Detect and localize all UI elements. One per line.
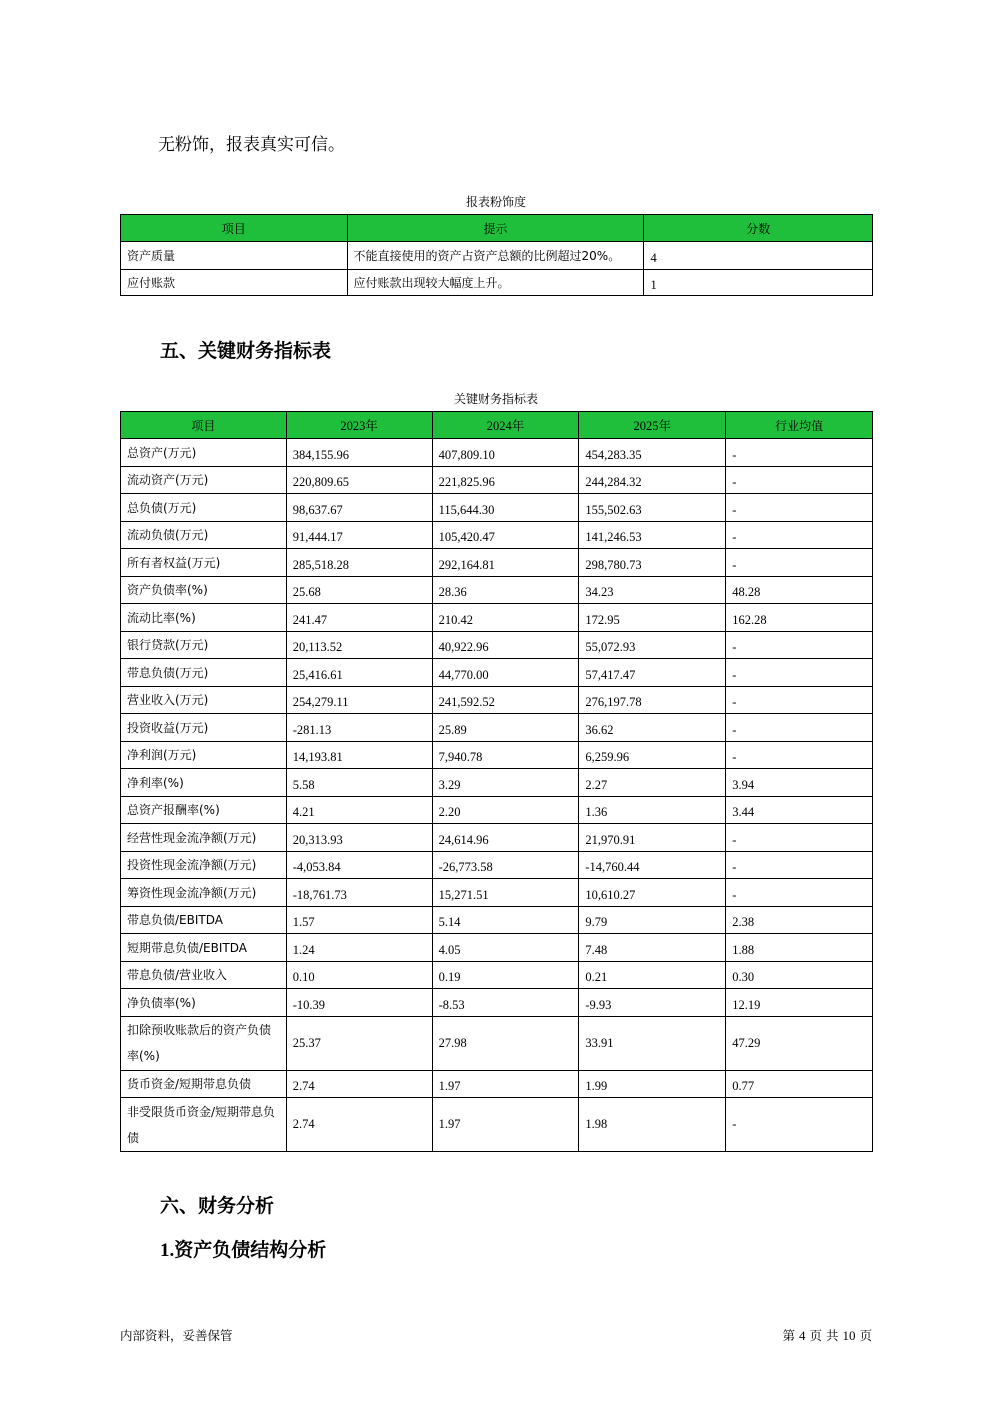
row-value: - — [726, 824, 873, 852]
row-value: - — [726, 851, 873, 879]
row-value: 105,420.47 — [432, 521, 579, 549]
row-label: 非受限货币资金/短期带息负债 — [121, 1098, 287, 1152]
row-value: 36.62 — [579, 714, 726, 742]
row-value: - — [726, 659, 873, 687]
row-value: - — [726, 466, 873, 494]
table-row — [121, 1016, 873, 1070]
row-label: 总资产(万元) — [121, 439, 287, 467]
row-value: 2.74 — [286, 1070, 432, 1098]
row-value: - — [726, 714, 873, 742]
page-suffix: 页 — [859, 1328, 872, 1343]
row-value: 384,155.96 — [286, 439, 432, 467]
table-row — [121, 466, 873, 494]
row-label: 资产负债率(%) — [121, 576, 287, 604]
row-value: 25,416.61 — [286, 659, 432, 687]
table-row — [121, 521, 873, 549]
row-value: 254,279.11 — [286, 686, 432, 714]
row-value: 33.91 — [579, 1016, 726, 1070]
table-row — [121, 270, 873, 296]
row-value: 47.29 — [726, 1016, 873, 1070]
row-label: 营业收入(万元) — [121, 686, 287, 714]
row-value: 1.57 — [286, 906, 432, 934]
row-label: 短期带息负债/EBITDA — [121, 934, 287, 962]
row-label: 筹资性现金流净额(万元) — [121, 879, 287, 907]
row-value: 1.99 — [579, 1070, 726, 1098]
indicators-table-caption: 关键财务指标表 — [453, 392, 538, 406]
row-value: 155,502.63 — [579, 494, 726, 522]
table-row — [121, 1070, 873, 1098]
row-value: 220,809.65 — [286, 466, 432, 494]
page-mid: 页 共 — [809, 1328, 839, 1343]
embellish-table — [120, 214, 873, 296]
row-value: 48.28 — [726, 576, 873, 604]
row-value: 4.05 — [432, 934, 579, 962]
row-value: 20,313.93 — [286, 824, 432, 852]
row-value: 91,444.17 — [286, 521, 432, 549]
footer-left: 内部资料，妥善保管 — [120, 1328, 233, 1343]
row-value: - — [726, 521, 873, 549]
row-value: -10.39 — [286, 989, 432, 1017]
row-value: - — [726, 1098, 873, 1152]
row-score: 1 — [644, 270, 873, 296]
row-value: 34.23 — [579, 576, 726, 604]
row-label: 总资产报酬率(%) — [121, 796, 287, 824]
table-row — [121, 879, 873, 907]
embellish-table-caption: 报表粉饰度 — [465, 195, 526, 209]
row-label: 所有者权益(万元) — [121, 549, 287, 577]
row-value: 0.30 — [726, 961, 873, 989]
page-total: 10 — [842, 1328, 856, 1343]
row-value: 285,518.28 — [286, 549, 432, 577]
row-score: 4 — [644, 242, 873, 270]
column-header: 2024年 — [432, 412, 579, 439]
row-value: 12.19 — [726, 989, 873, 1017]
row-value: -9.93 — [579, 989, 726, 1017]
row-value: 7,940.78 — [432, 741, 579, 769]
table-row — [121, 549, 873, 577]
row-value: 2.74 — [286, 1098, 432, 1152]
row-label: 总负债(万元) — [121, 494, 287, 522]
table-row — [121, 631, 873, 659]
table-row — [121, 604, 873, 632]
row-value: 3.29 — [432, 769, 579, 797]
row-value: 28.36 — [432, 576, 579, 604]
column-header: 行业均值 — [726, 412, 873, 439]
row-value: 3.44 — [726, 796, 873, 824]
row-value: 40,922.96 — [432, 631, 579, 659]
table-row — [121, 714, 873, 742]
row-value: 0.21 — [579, 961, 726, 989]
row-value: 292,164.81 — [432, 549, 579, 577]
row-value: 4.21 — [286, 796, 432, 824]
row-value: 44,770.00 — [432, 659, 579, 687]
footer-page-indicator — [783, 1326, 872, 1344]
row-value: 55,072.93 — [579, 631, 726, 659]
row-value: - — [726, 494, 873, 522]
row-value: -281.13 — [286, 714, 432, 742]
table-row — [121, 494, 873, 522]
row-value: 141,246.53 — [579, 521, 726, 549]
page-number: 4 — [799, 1328, 806, 1343]
row-hint: 应付账款出现较大幅度上升。 — [347, 270, 644, 296]
row-value: - — [726, 549, 873, 577]
row-label: 流动资产(万元) — [121, 466, 287, 494]
table-row — [121, 686, 873, 714]
row-value: 276,197.78 — [579, 686, 726, 714]
row-value: 20,113.52 — [286, 631, 432, 659]
row-value: - — [726, 631, 873, 659]
table-header-row — [121, 215, 873, 242]
section-title-six: 六、财务分析 — [160, 1196, 275, 1217]
row-value: 27.98 — [432, 1016, 579, 1070]
column-header: 2023年 — [286, 412, 432, 439]
table-row — [121, 439, 873, 467]
column-header: 项目 — [121, 412, 287, 439]
row-value: 0.10 — [286, 961, 432, 989]
row-value: 1.97 — [432, 1070, 579, 1098]
table-row — [121, 796, 873, 824]
row-value: - — [726, 741, 873, 769]
column-header: 分数 — [644, 215, 873, 242]
intro-text: 无粉饰，报表真实可信。 — [158, 135, 345, 155]
row-label: 货币资金/短期带息负债 — [121, 1070, 287, 1098]
page-prefix: 第 — [782, 1328, 796, 1343]
row-value: 221,825.96 — [432, 466, 579, 494]
row-label: 经营性现金流净额(万元) — [121, 824, 287, 852]
row-value: 98,637.67 — [286, 494, 432, 522]
row-value: 10,610.27 — [579, 879, 726, 907]
table-row — [121, 769, 873, 797]
row-value: 210.42 — [432, 604, 579, 632]
row-value: 5.58 — [286, 769, 432, 797]
table-row — [121, 851, 873, 879]
row-label: 投资性现金流净额(万元) — [121, 851, 287, 879]
table-row — [121, 961, 873, 989]
column-header: 项目 — [121, 215, 348, 242]
row-label: 净负债率(%) — [121, 989, 287, 1017]
row-hint: 不能直接使用的资产占资产总额的比例超过20%。 — [347, 242, 644, 270]
indicators-table-body — [121, 439, 873, 1152]
row-value: 21,970.91 — [579, 824, 726, 852]
table-row — [121, 741, 873, 769]
row-value: -26,773.58 — [432, 851, 579, 879]
row-label: 资产质量 — [121, 242, 348, 270]
row-value: 407,809.10 — [432, 439, 579, 467]
row-value: 172.95 — [579, 604, 726, 632]
row-value: - — [726, 686, 873, 714]
row-value: 162.28 — [726, 604, 873, 632]
row-value: -4,053.84 — [286, 851, 432, 879]
column-header: 提示 — [347, 215, 644, 242]
row-value: 3.94 — [726, 769, 873, 797]
row-value: 7.48 — [579, 934, 726, 962]
row-label: 净利润(万元) — [121, 741, 287, 769]
row-value: 2.20 — [432, 796, 579, 824]
row-value: 9.79 — [579, 906, 726, 934]
row-value: 1.24 — [286, 934, 432, 962]
row-label: 带息负债(万元) — [121, 659, 287, 687]
row-value: 14,193.81 — [286, 741, 432, 769]
row-label: 流动比率(%) — [121, 604, 287, 632]
row-value: 298,780.73 — [579, 549, 726, 577]
row-value: 115,644.30 — [432, 494, 579, 522]
indicators-table — [120, 411, 873, 1152]
row-value: - — [726, 879, 873, 907]
row-label: 应付账款 — [121, 270, 348, 296]
table-row — [121, 659, 873, 687]
row-value: 0.19 — [432, 961, 579, 989]
subsection-title: 1.资产负债结构分析 — [160, 1240, 327, 1261]
table-row — [121, 824, 873, 852]
row-label: 银行贷款(万元) — [121, 631, 287, 659]
row-value: 6,259.96 — [579, 741, 726, 769]
row-value: 454,283.35 — [579, 439, 726, 467]
row-value: 241.47 — [286, 604, 432, 632]
row-value: 1.97 — [432, 1098, 579, 1152]
row-label: 流动负债(万元) — [121, 521, 287, 549]
row-label: 扣除预收账款后的资产负债率(%) — [121, 1016, 287, 1070]
row-label: 带息负债/营业收入 — [121, 961, 287, 989]
row-value: -14,760.44 — [579, 851, 726, 879]
table-row — [121, 989, 873, 1017]
row-value: 244,284.32 — [579, 466, 726, 494]
table-row — [121, 242, 873, 270]
row-value: 25.89 — [432, 714, 579, 742]
row-label: 净利率(%) — [121, 769, 287, 797]
row-value: 1.36 — [579, 796, 726, 824]
row-value: 15,271.51 — [432, 879, 579, 907]
table-header-row — [121, 412, 873, 439]
row-value: 241,592.52 — [432, 686, 579, 714]
row-label: 带息负债/EBITDA — [121, 906, 287, 934]
column-header: 2025年 — [579, 412, 726, 439]
row-value: 5.14 — [432, 906, 579, 934]
row-value: 57,417.47 — [579, 659, 726, 687]
table-row — [121, 934, 873, 962]
row-value: 25.37 — [286, 1016, 432, 1070]
row-value: - — [726, 439, 873, 467]
row-value: 1.88 — [726, 934, 873, 962]
row-label: 投资收益(万元) — [121, 714, 287, 742]
row-value: 1.98 — [579, 1098, 726, 1152]
section-title-five: 五、关键财务指标表 — [160, 341, 332, 362]
row-value: 2.38 — [726, 906, 873, 934]
row-value: -8.53 — [432, 989, 579, 1017]
row-value: 24,614.96 — [432, 824, 579, 852]
row-value: -18,761.73 — [286, 879, 432, 907]
table-row — [121, 576, 873, 604]
row-value: 25.68 — [286, 576, 432, 604]
table-row — [121, 906, 873, 934]
row-value: 0.77 — [726, 1070, 873, 1098]
row-value: 2.27 — [579, 769, 726, 797]
table-row — [121, 1098, 873, 1152]
